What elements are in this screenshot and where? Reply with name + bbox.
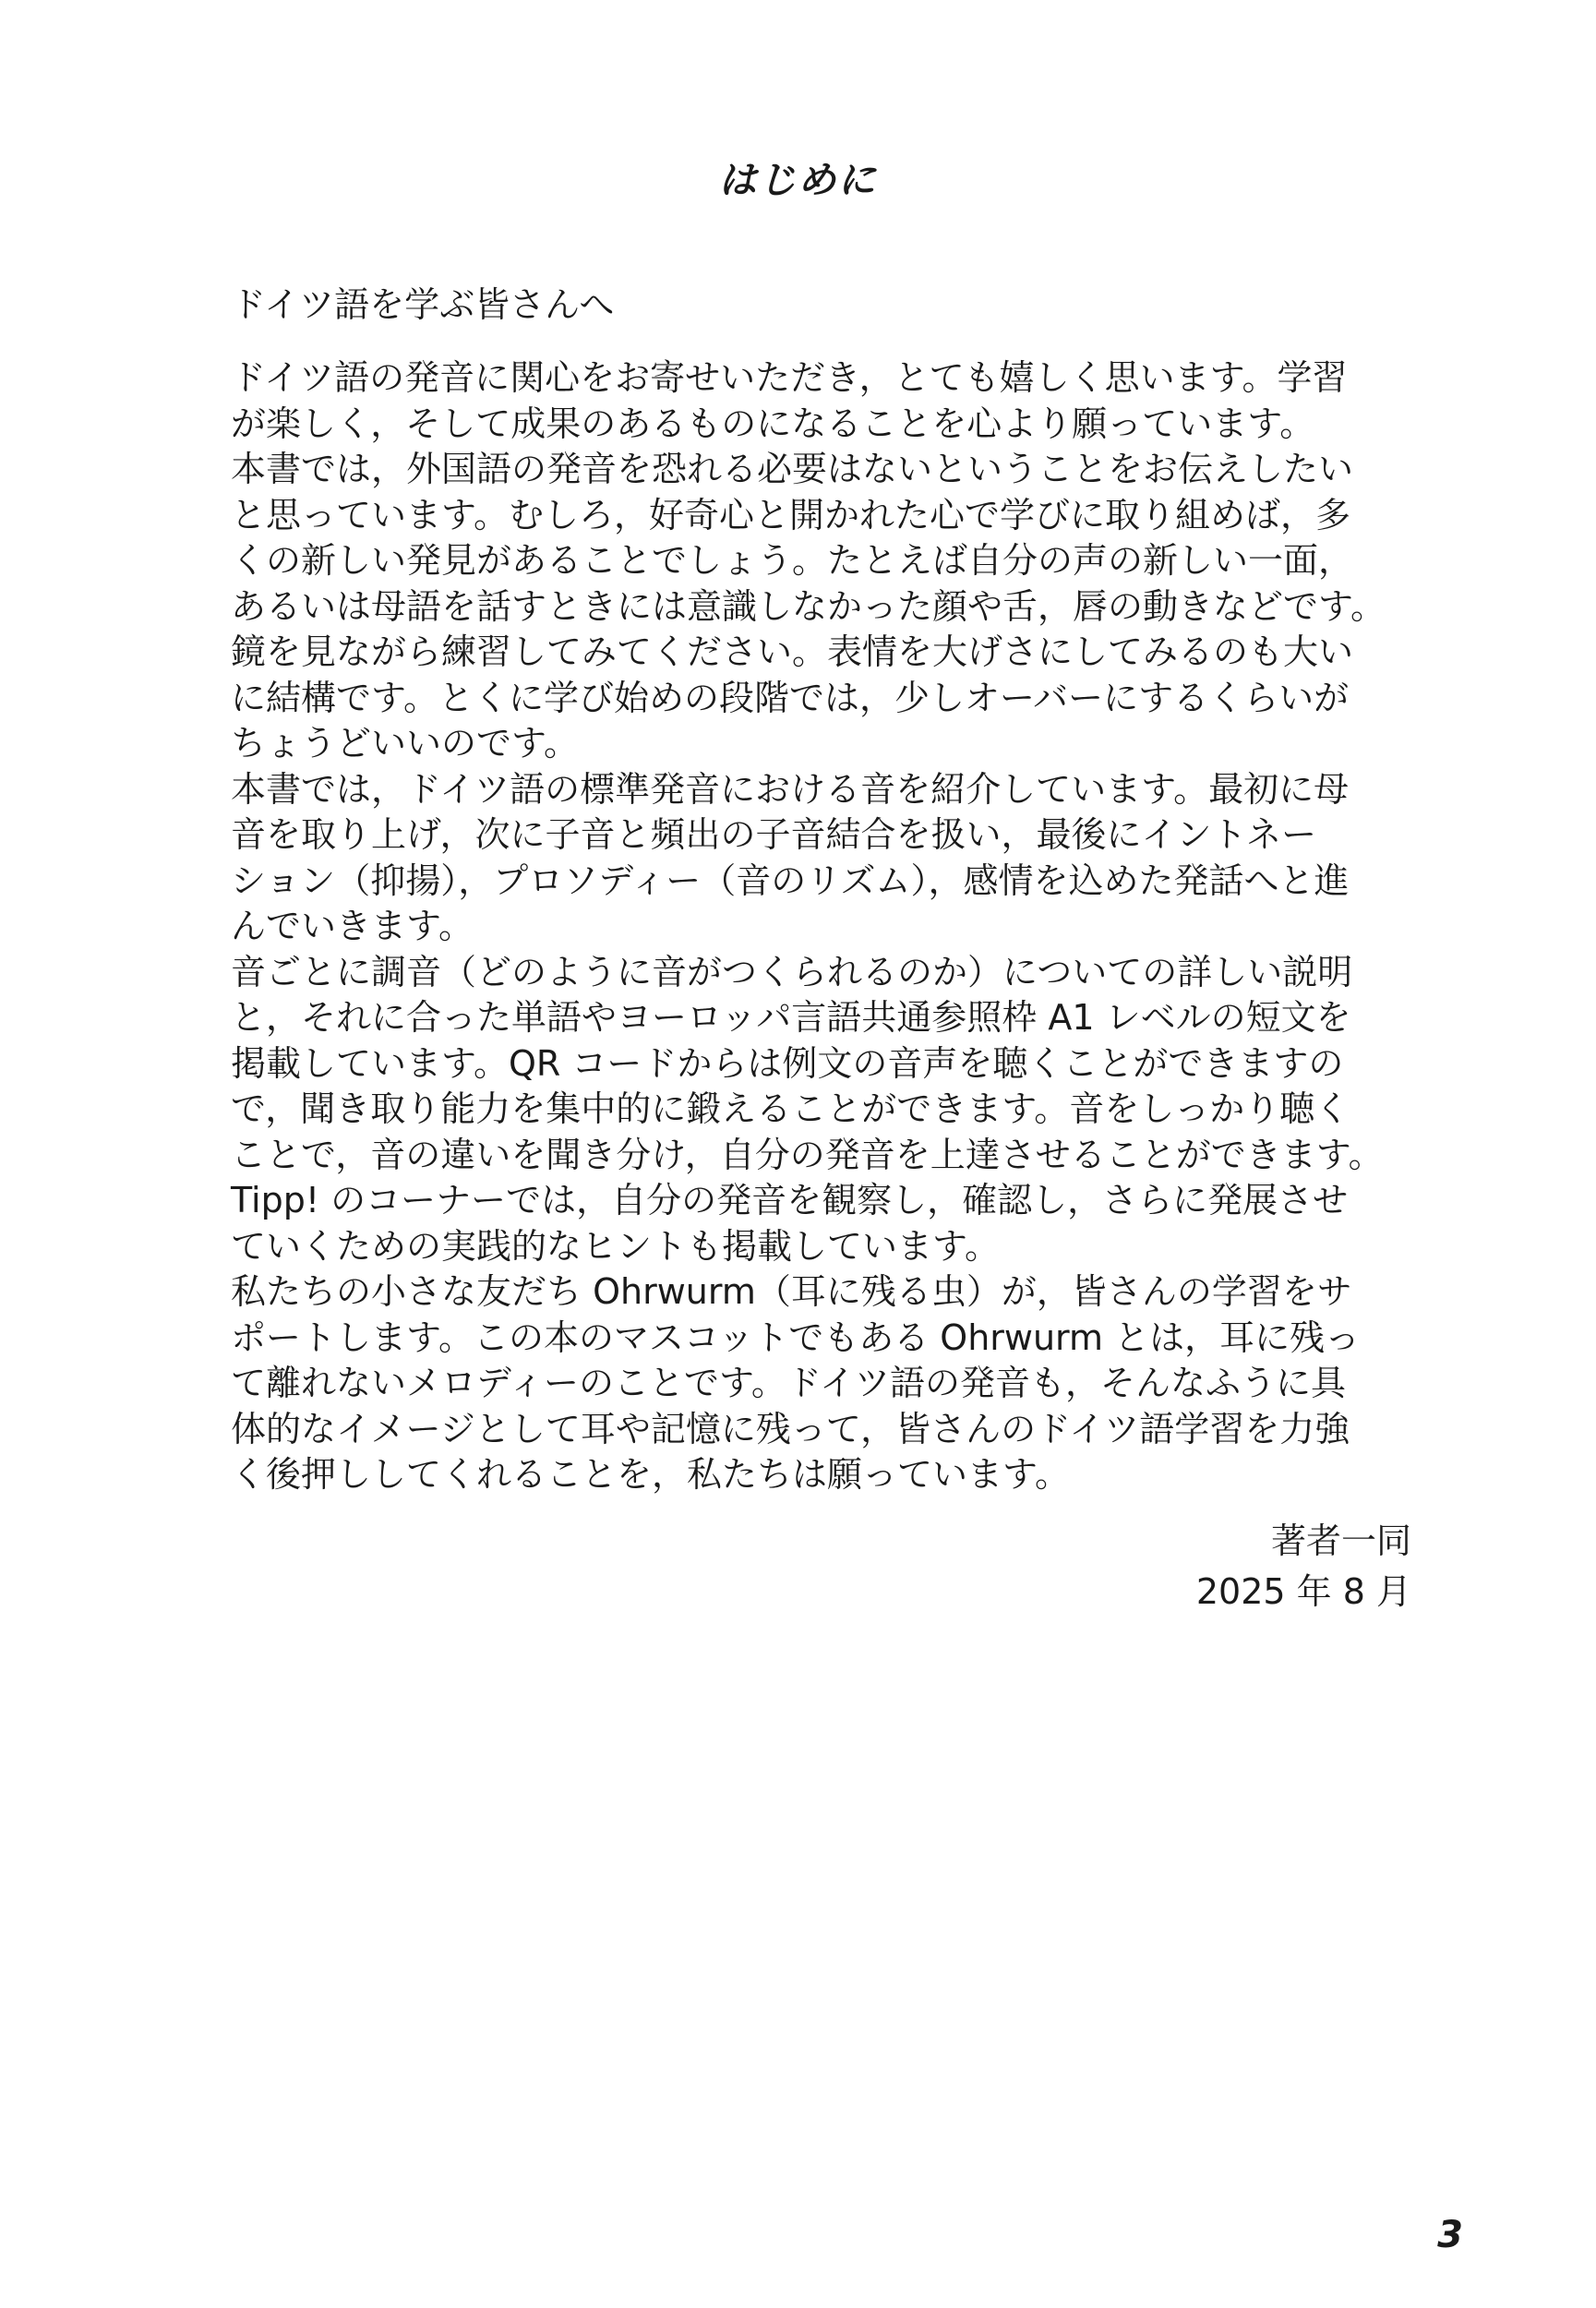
text-line: Tipp! のコーナーでは，自分の発音を観察し，確認し，さらに発展させ: [231, 1180, 1349, 1220]
text-line: と思っています。むしろ，好奇心と開かれた心で学びに取り組めば，多: [231, 494, 1350, 535]
text-line: が楽しく，そして成果のあるものになることを心より願っています。: [231, 403, 1315, 444]
date: 2025 年 8 月: [1195, 1571, 1411, 1612]
text-line: と，それに合った単語やヨーロッパ言語共通参照枠 A1 レベルの短文を: [231, 997, 1351, 1038]
author-signature: 著者一同: [1270, 1521, 1411, 1561]
text-line: ちょうどいいのです。: [231, 723, 579, 763]
text-line: ポートします。この本のマスコットでもある Ohrwurm とは，耳に残っ: [231, 1316, 1361, 1358]
text-line: で，聞き取り能力を集中的に鍛えることができます。音をしっかり聴く: [231, 1088, 1350, 1129]
page-number: 3: [1437, 2214, 1463, 2256]
text-line: あるいは母語を話すときには意識しなかった顔や舌，唇の動きなどです。: [231, 585, 1386, 627]
text-line: 体的なイメージとして耳や記憶に残って，皆さんのドイツ語学習を力強: [231, 1408, 1350, 1449]
text-line: 鏡を見ながら練習してみてください。表情を大げさにしてみるのも大い: [231, 631, 1354, 672]
text-line: んでいきます。: [231, 906, 474, 946]
page-title: はじめに: [718, 158, 878, 202]
text-line: 音を取り上げ，次に子音と頻出の子音結合を扱い，最後にイントネー: [231, 814, 1317, 855]
text-line: 本書では，外国語の発音を恐れる必要はないということをお伝えしたい: [231, 449, 1354, 489]
body-text: [231, 355, 1449, 1498]
text-line: 掲載しています。QR コードからは例文の音声を聴くことができますの: [231, 1042, 1344, 1084]
text-line: ション（抑揚），プロソディー（音のリズム），感情を込めた発話へと進: [231, 859, 1350, 901]
text-line: 音ごとに調音（どのように音がつくられるのか）についての詳しい説明: [231, 951, 1353, 992]
text-line: く後押ししてくれることを，私たちは願っています。: [231, 1454, 1070, 1495]
text-line: くの新しい発見があることでしょう。たとえば自分の声の新しい一面，: [231, 540, 1354, 581]
text-line: 本書では，ドイツ語の標準発音における音を紹介しています。最初に母: [231, 768, 1350, 810]
sign-off: [1196, 1516, 1411, 1617]
text-line: ことで，音の違いを聞き分け，自分の発音を上達させることができます。: [231, 1134, 1384, 1175]
text-line: に結構です。とくに学び始めの段階では，少しオーバーにするくらいが: [231, 677, 1350, 718]
text-line: ていくための実践的なヒントも掲載しています。: [231, 1225, 1000, 1267]
text-line: て離れないメロディーのことです。ドイツ語の発音も，そんなふうに具: [231, 1363, 1347, 1403]
text-line: 私たちの小さな友だち Ohrwurm（耳に残る虫）が，皆さんの学習をサ: [231, 1271, 1352, 1312]
salutation: ドイツ語を学ぶ皆さんへ: [231, 284, 615, 325]
text-line: ドイツ語の発音に関心をお寄せいただき，とても嬉しく思います。学習: [231, 357, 1348, 398]
